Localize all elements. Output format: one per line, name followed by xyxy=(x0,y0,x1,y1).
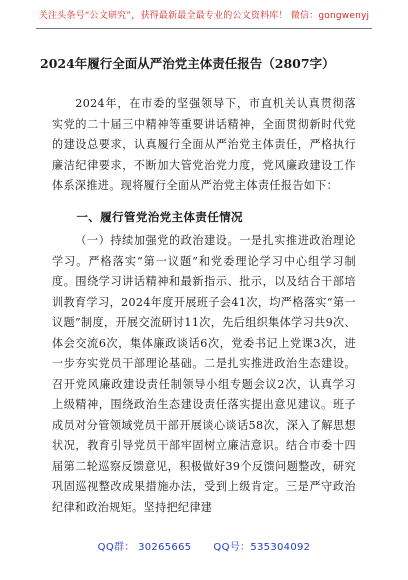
body-paragraph: （一）持续加强党的政治建设。一是扎实推进政治理论学习。严格落实“第一议题”和党委理论学习中心组学习制度。围绕学习讲话精神和最新指示、批示，以及结合干部培训教育学习，2024年度开展班子会41次，均严格落实“第一议题”制度，开展交流研讨11次，先后组织集体学习共9次、体会交流6次，集体廉政谈话6次，党委书记上党课3次，进一步夯实党员干部理论基础。二是扎实推进政治生态建设。召开党风廉政建设责任制领导小组专题会议2次，认真学习上级精神，围绕政治生态建设责任落实提出意见建议。班子成员对分管领域党员干部开展谈心谈话58次，深入了解思想状况，教育引导党员干部牢固树立廉洁意识。结合市委十四届第二轮巡察反馈意见，积极做好39个反馈问题整改，研究巩固巡视整改成果措施办法，受到上级肯定。三是严守政治纪律和政治规矩。坚持把纪律建 xyxy=(52,234,356,514)
document-title: 2024年履行全面从严治党主体责任报告（2807字） xyxy=(40,56,335,71)
footer-contact xyxy=(0,542,408,554)
section-heading: 一、履行管党治党主体责任情况 xyxy=(76,209,243,224)
footer-qq-group: QQ群： 30265665 xyxy=(97,542,192,553)
intro-paragraph: 2024年，在市委的坚强领导下，市直机关认真贯彻落实党的二十届三中精神等重要讲话精神，全面贯彻新时代党的建设总要求，认真履行全面从严治党主体责任，严格执行廉洁纪律要求，不断加大管党治党力度，党风廉政建设工作体系深推进。现将履行全面从严治党主体责任报告如下： xyxy=(52,97,356,192)
header-promo-note: 关注头条号“公文研究”，获得最新最全最专业的公文资料库！ 微信：gongwenyj xyxy=(38,11,370,21)
header-divider xyxy=(36,28,372,29)
footer-qq-number: QQ号：535304092 xyxy=(213,542,311,553)
document-body xyxy=(52,94,356,518)
